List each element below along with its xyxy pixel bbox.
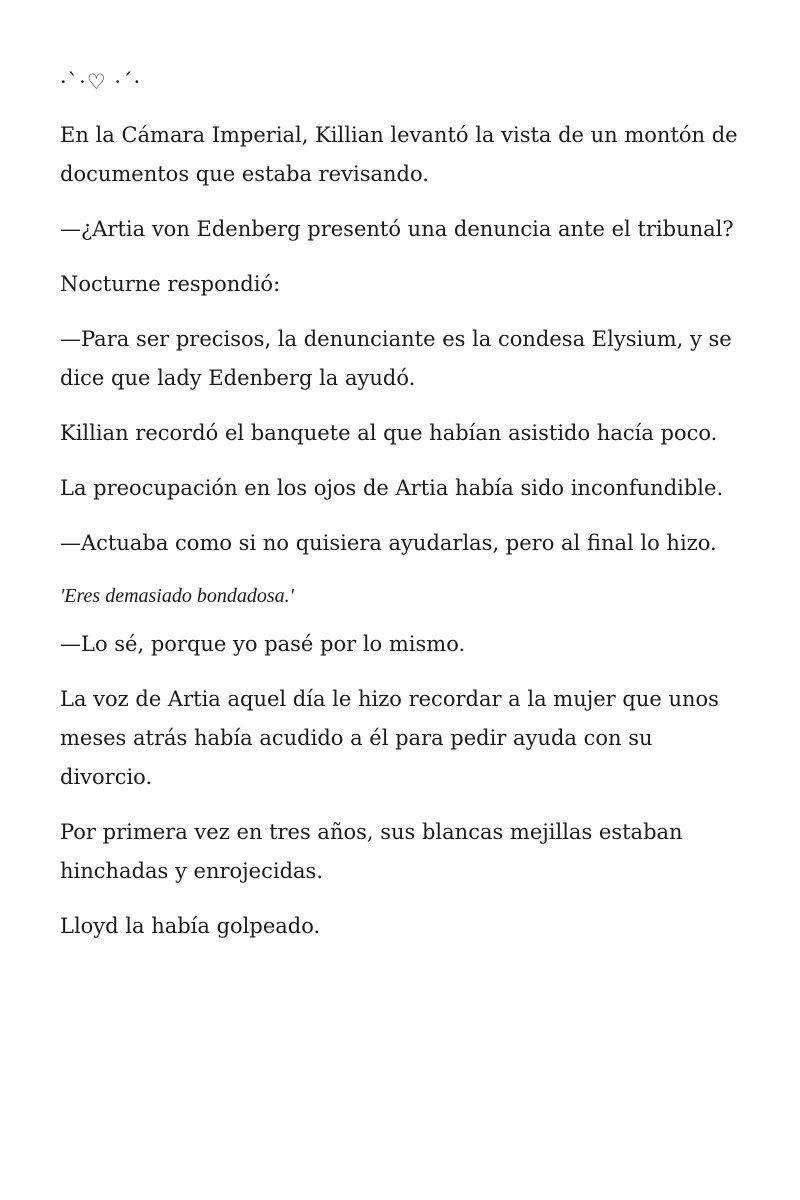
paragraph-10: La voz de Artia aquel día le hizo recordar a la mujer que unos meses atrás había acudido a él para pedir ayuda con su divorcio.: [60, 687, 719, 789]
paragraph-4: —Para ser precisos, la denunciante es la condesa Elysium, y se dice que lady Edenberg la ayudó.: [60, 327, 732, 390]
paragraph-5: Killian recordó el banquete al que habían asistido hacía poco.: [60, 421, 718, 445]
scene-separator-ornament: ·`·♡ ·´·: [60, 70, 142, 94]
paragraph-8-thought: 'Eres demasiado bondadosa.': [60, 585, 294, 607]
paragraph-9: —Lo sé, porque yo pasé por lo mismo.: [60, 632, 466, 656]
paragraph-3: Nocturne respondió:: [60, 272, 281, 296]
paragraph-1: En la Cámara Imperial, Killian levantó la vista de un montón de documentos que estaba revisando.: [60, 123, 738, 186]
paragraph-7: —Actuaba como si no quisiera ayudarlas, pero al final lo hizo.: [60, 531, 717, 555]
paragraph-6: La preocupación en los ojos de Artia había sido inconfundible.: [60, 476, 724, 500]
paragraph-11: Por primera vez en tres años, sus blancas mejillas estaban hinchadas y enrojecidas.: [60, 820, 683, 883]
paragraph-2: —¿Artia von Edenberg presentó una denuncia ante el tribunal?: [60, 217, 734, 241]
paragraph-12: Lloyd la había golpeado.: [60, 914, 321, 938]
reader-page: [60, 62, 750, 962]
